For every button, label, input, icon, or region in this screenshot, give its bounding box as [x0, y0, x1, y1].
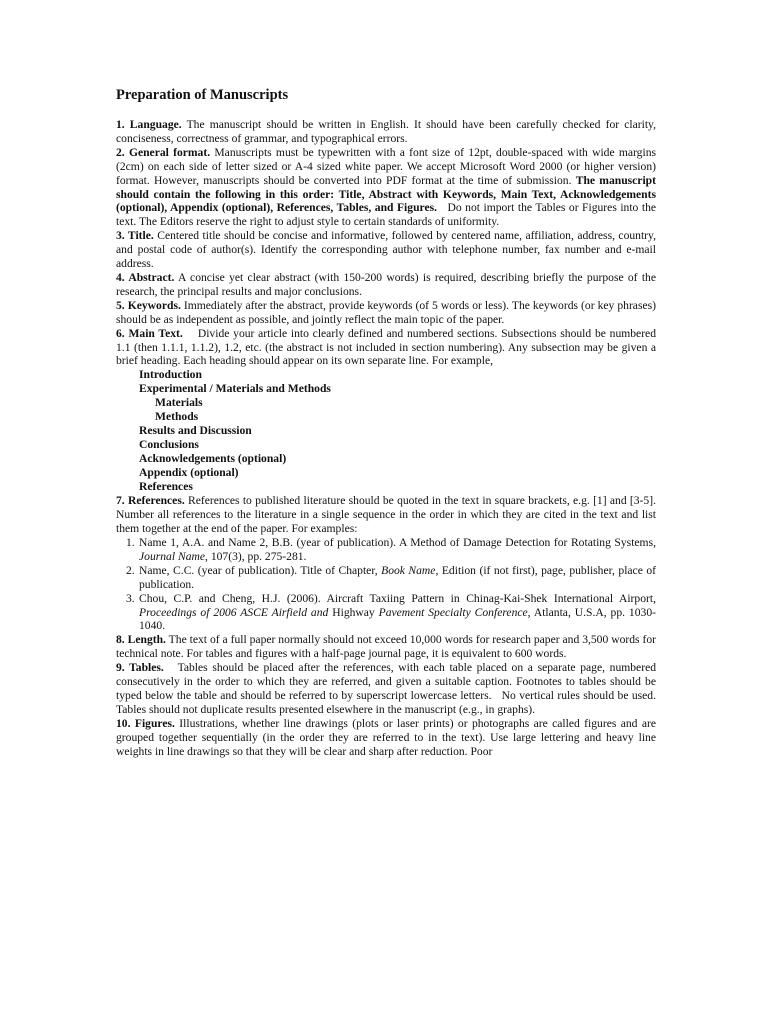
section-text: Tables should be placed after the references, with each table placed on a separate page, numbered consecutively in the order to which they are referred, and given a suitable caption. Footnotes to tables should be typed below the table and should be referred to by superscript lowercase letters. No vertical rules should be used. Tables should not duplicate results presented elsewhere in the manuscript (e.g., in graphs).	[116, 661, 665, 716]
reference-italic: Journal Name	[139, 549, 206, 563]
section-text: Manuscripts must be typewritten with a font size of 12pt, double-spaced with wide margins (2cm) on each side of letter sized or A-4 sized white paper. We accept Microsoft Word 2000 (or higher version) format. However, manuscripts should be converted into PDF format at the time of submission.	[116, 145, 656, 187]
list-item: Acknowledgements (optional)	[139, 452, 287, 466]
reference-italic: Proceedings of 2006 ASCE Airfield and	[139, 605, 329, 619]
section-text: Immediately after the abstract, provide keywords (of 5 words or less). The keywords (or key phrases) should be as independent as possible, and jointly reflect the main topic of the paper.	[116, 298, 656, 326]
section-length	[116, 633, 656, 661]
reference-number: 2.	[126, 563, 135, 577]
document-page	[116, 86, 665, 759]
list-item: Appendix (optional)	[139, 466, 239, 480]
reference-text: Chou, C.P. and Cheng, H.J. (2006). Aircraft Taxiing Pattern in Chinag-Kai-Shek International Airport,	[139, 591, 656, 605]
section-title	[116, 229, 656, 271]
section-heading: 1. Language.	[116, 118, 182, 131]
list-item: Introduction	[139, 368, 202, 382]
section-outline-list	[116, 368, 656, 494]
list-item: Methods	[155, 410, 199, 424]
section-bold-text: The manuscript should contain the following in this order: Title, Abstract with Keywords, Main Text, Acknowledgements (optional), Appendix (optional), References, Tables, and Figures.	[116, 173, 656, 215]
reference-italic: Pavement Specialty Conference	[378, 605, 528, 619]
reference-number: 3.	[126, 591, 135, 605]
reference-text: , Atlanta, U.S.A, pp. 1030-1040.	[139, 605, 656, 633]
section-tables	[116, 661, 665, 717]
reference-item	[116, 536, 656, 564]
reference-text: Highway	[328, 605, 379, 619]
section-text: The text of a full paper normally should not exceed 10,000 words for research paper and 3,500 words for technical note. For tables and figures with a half-page journal page, it is equivalent to 600 words.	[116, 633, 656, 661]
section-heading: 6. Main Text.	[116, 326, 183, 340]
reference-item	[116, 592, 656, 634]
reference-text: Name, C.C. (year of publication). Title of Chapter,	[139, 563, 382, 577]
section-abstract	[116, 271, 656, 299]
section-text: The manuscript should be written in English. It should have been carefully checked for clarity, conciseness, correctness of grammar, and typographical errors.	[116, 118, 656, 145]
section-keywords	[116, 299, 656, 327]
section-heading: 8. Length.	[116, 633, 166, 647]
section-heading: 7. References.	[116, 494, 185, 508]
section-text-after: Do not import the Tables or Figures into the text. The Editors reserve the right to adjust style to certain standards of uniformity.	[116, 201, 659, 229]
reference-text: Name 1, A.A. and Name 2, B.B. (year of publication). A Method of Damage Detection for Rotating Systems,	[139, 536, 656, 550]
section-figures	[116, 717, 656, 759]
section-heading: 3. Title.	[116, 229, 154, 243]
section-main-text	[116, 326, 659, 369]
reference-text: , 107(3), pp. 275-281.	[205, 549, 307, 563]
reference-italic: Book Name	[381, 563, 436, 577]
list-item: Results and Discussion	[139, 424, 252, 438]
section-general-format	[116, 145, 659, 229]
section-text: Illustrations, whether line drawings (plots or laser prints) or photographs are called figures and are grouped together sequentially (in the order they are referred to in the text). Use large lettering and heavy line weights in line drawings so that they will be clear and sharp after reduction. Poor	[116, 716, 656, 758]
section-text: A concise yet clear abstract (with 150-200 words) is required, describing briefly the purpose of the research, the principal results and major conclusions.	[116, 270, 656, 298]
list-item: Conclusions	[139, 438, 199, 452]
section-heading: 10. Figures.	[116, 716, 175, 730]
section-text: Divide your article into clearly defined and numbered sections. Subsections should be numbered 1.1 (then 1.1.1, 1.1.2), 1.2, etc. (the abstract is not included in section numbering). Any subsection may be given a brief heading. Each heading should appear on its own separate line. For example,	[116, 326, 659, 368]
list-item: Materials	[155, 396, 203, 410]
reference-text: , Edition (if not first), page, publisher, place of publication.	[139, 563, 656, 591]
reference-number: 1.	[126, 536, 135, 550]
reference-item	[116, 564, 656, 592]
list-item: Experimental / Materials and Methods	[139, 382, 331, 396]
reference-examples-list	[116, 536, 656, 633]
list-item: References	[139, 480, 193, 494]
page-title: Preparation of Manuscripts	[116, 87, 289, 103]
section-heading: 4. Abstract.	[116, 270, 175, 284]
section-references	[116, 494, 656, 536]
section-text: References to published literature should be quoted in the text in square brackets, e.g. [1] and [3-5]. Number all references to the literature in a single sequence in the order in which they are cited in the text and list them together at the end of the paper. For examples:	[116, 494, 656, 536]
section-language	[116, 118, 656, 146]
section-heading: 2. General format.	[116, 145, 211, 159]
section-heading: 5. Keywords.	[116, 298, 181, 312]
section-heading: 9. Tables.	[116, 661, 164, 675]
section-text: Centered title should be concise and informative, followed by centered name, affiliation, address, country, and postal code of author(s). Identify the corresponding author with telephone number, fax number and e-mail address.	[116, 229, 656, 271]
